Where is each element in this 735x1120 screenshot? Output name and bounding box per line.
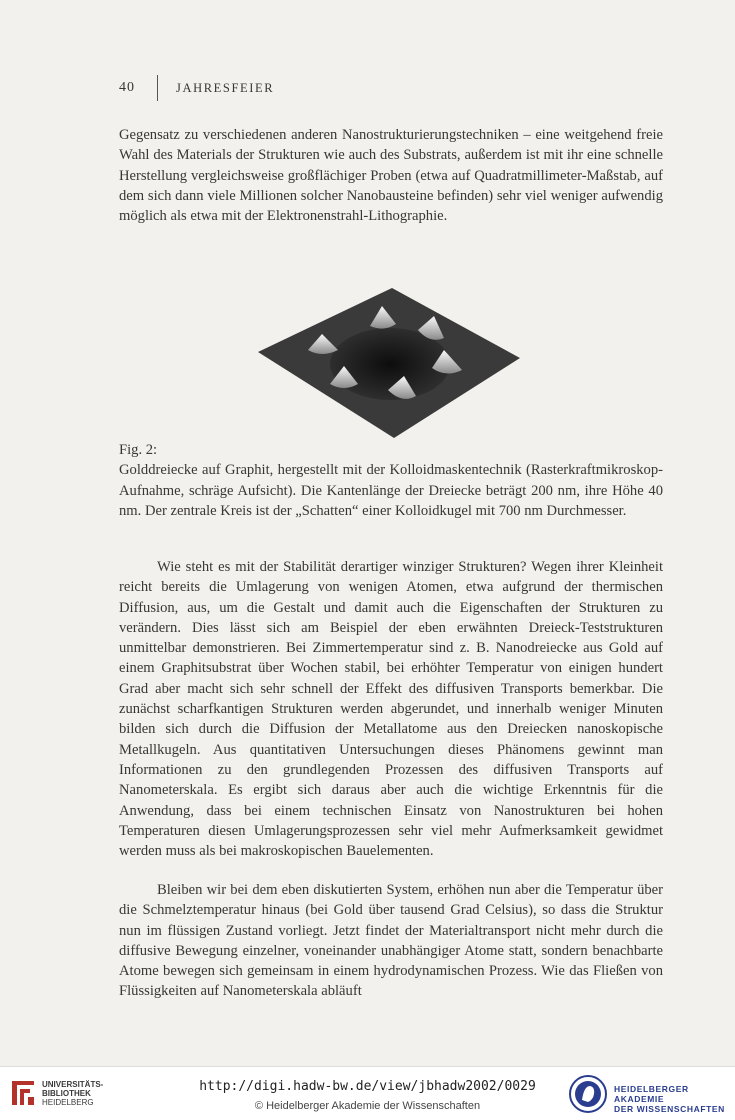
header-divider bbox=[157, 75, 158, 101]
academy-seal-icon[interactable] bbox=[568, 1074, 608, 1114]
paragraph: Gegensatz zu verschiedenen anderen Nanostrukturierungstechniken – eine weitgehend freie Wahl des Materials der Strukturen wie auch des Substrats, außerdem ist mit ihr eine schnelle Herstellung vergleichsweise großflächiger Proben (etwa auf Quadratmillimeter-Maßstab, auf dem sich dann viele Millionen solcher Nanobausteine befinden) sehr viel weniger aufwendig möglich als etwa mit der Elektronenstrahl-Lithographie. bbox=[119, 127, 663, 225]
paragraph: Wie steht es mit der Stabilität derartiger winziger Strukturen? Wegen ihrer Kleinheit reicht bereits die Umlagerung von wenigen Atomen, etwa aufgrund der thermischen Diffusion, aus, um die Gestalt und damit auch die Eigenschaften der Strukturen zu verändern. Dies lässt sich am Beispiel der eben erwähnten Dreieck-Teststrukturen unmittelbar demonstrieren. Bei Zimmertemperatur sind z. B. Nanodreiecke aus Gold auf einem Graphitsubstrat über Wochen stabil, bei erhöhter Temperatur von einigen hundert Grad aber macht sich sehr schnell der Effekt des diffusiven Transports bemerkbar. Die zunächst scharfkantigen Strukturen werden abgerundet, und innerhalb weniger Minuten bilden sich durch die Diffusion der Metallatome aus den Dreiecken nanoskopische Metallkugeln. Aus quantitativen Untersuchungen dieses Phänomens gewinnt man Informationen zu den grundlegenden Prozessen des diffusiven Transports auf Nanometerskala. Es ergibt sich daraus aber auch die wichtige Erkenntnis für die Anwendung, dass bei einem technischen Einsatz von Nanostrukturen bei hohen Temperaturen diesen Umlagerungsprozessen sehr viel mehr Aufmerksamkeit gewidmet werden muss als bei makroskopischen Bauelementen. bbox=[119, 559, 663, 860]
library-line: UNIVERSITÄTS- bbox=[42, 1080, 104, 1089]
library-line: HEIDELBERG bbox=[42, 1098, 94, 1107]
figure-label: Fig. 2: bbox=[119, 442, 158, 458]
academy-line: HEIDELBERGER AKADEMIE bbox=[614, 1084, 689, 1104]
afm-figure-image bbox=[258, 288, 520, 438]
figure-caption-text: Golddreiecke auf Graphit, hergestellt mit der Kolloidmaskentechnik (Rasterkraftmikroskop-Aufnahme, schräge Aufsicht). Die Kantenlänge der Dreiecke beträgt 200 nm, ihre Höhe 40 nm. Der zentrale Kreis ist der „Schatten“ einer Kolloidkugel mit 700 nm Durchmesser. bbox=[119, 462, 663, 519]
footer-bar bbox=[0, 1066, 735, 1120]
document-url-link[interactable]: http://digi.hadw-bw.de/view/jbhadw2002/0029 bbox=[199, 1079, 536, 1094]
library-line: BIBLIOTHEK bbox=[42, 1089, 91, 1098]
figure-caption bbox=[119, 440, 663, 521]
academy-line: DER WISSENSCHAFTEN bbox=[614, 1104, 725, 1114]
running-header bbox=[119, 78, 274, 98]
academy-name[interactable] bbox=[614, 1084, 735, 1114]
paragraph: Bleiben wir bei dem eben diskutierten System, erhöhen nun aber die Temperatur über die Schmelztemperatur hinaus (bei Gold über tausend Grad Celsius), so dass die Struktur nun im flüssigen Zustand vorliegt. Jetzt findet der Materialtransport nicht mehr durch die diffusive Bewegung einzelner, voneinander unabhängiger Atome statt, sondern benachbarte Atome bewegen sich gemeinsam in einem hydrodynamischen Prozess. Wie das Fließen von Flüssigkeiten auf Nanometerskala abläuft bbox=[119, 882, 663, 1000]
running-title: JAHRESFEIER bbox=[176, 80, 275, 95]
copyright-notice: © Heidelberger Akademie der Wissenschaften bbox=[254, 1100, 481, 1112]
page-number: 40 bbox=[119, 80, 135, 95]
